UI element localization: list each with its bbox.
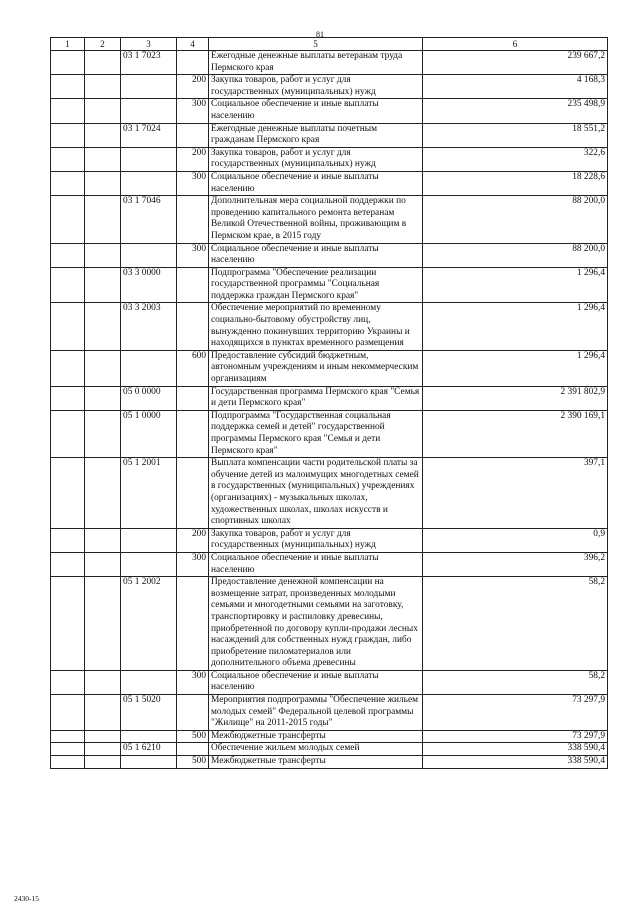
item-name: Социальное обеспечение и иные выплаты населению [209, 99, 423, 123]
cell-col2 [85, 123, 121, 147]
header-row [51, 38, 608, 51]
amount: 322,6 [423, 147, 608, 171]
amount: 88 200,0 [423, 196, 608, 243]
amount: 1 296,4 [423, 303, 608, 350]
cell-col2 [85, 99, 121, 123]
item-name: Подпрограмма "Обеспечение реализации государственной программы "Социальная поддержка граждан Пермского края" [209, 267, 423, 303]
column-header-3: 3 [121, 38, 177, 51]
table-row [51, 171, 608, 195]
expense-type-code [177, 458, 209, 529]
expense-type-code [177, 267, 209, 303]
expense-type-code [177, 123, 209, 147]
cell-col1 [51, 303, 85, 350]
cell-col2 [85, 528, 121, 552]
cell-col2 [85, 171, 121, 195]
amount: 239 667,2 [423, 51, 608, 75]
target-article-code: 03 3 0000 [121, 267, 177, 303]
table-row [51, 743, 608, 756]
item-name: Государственная программа Пермского края "Семья и дети Пермского края" [209, 386, 423, 410]
item-name: Социальное обеспечение и иные выплаты населению [209, 552, 423, 576]
amount: 396,2 [423, 552, 608, 576]
table-row [51, 695, 608, 731]
cell-col1 [51, 695, 85, 731]
target-article-code: 03 1 7023 [121, 51, 177, 75]
page-number: 81 [316, 30, 324, 39]
cell-col1 [51, 350, 85, 386]
item-name: Предоставление денежной компенсации на возмещение затрат, произведенных молодыми семьями и многодетными семьями на заготовку, транспортировку и распиловку древесины, приобретенной по договору купли-продажи лесных насаждений для собственных нужд граждан, либо приобретение пиломатериалов или дополнительного объема древесины [209, 577, 423, 671]
cell-col1 [51, 243, 85, 267]
amount: 73 297,9 [423, 730, 608, 743]
item-name: Межбюджетные трансферты [209, 730, 423, 743]
target-article-code: 03 3 2003 [121, 303, 177, 350]
cell-col2 [85, 410, 121, 457]
cell-col1 [51, 577, 85, 671]
cell-col1 [51, 147, 85, 171]
cell-col1 [51, 670, 85, 694]
table-row [51, 552, 608, 576]
expense-type-code [177, 743, 209, 756]
table-row [51, 51, 608, 75]
cell-col1 [51, 99, 85, 123]
table-row [51, 350, 608, 386]
table-row [51, 410, 608, 457]
target-article-code [121, 528, 177, 552]
cell-col1 [51, 410, 85, 457]
cell-col2 [85, 577, 121, 671]
target-article-code [121, 350, 177, 386]
cell-col2 [85, 756, 121, 769]
target-article-code [121, 99, 177, 123]
expense-type-code: 200 [177, 147, 209, 171]
expense-type-code [177, 695, 209, 731]
expense-type-code: 300 [177, 552, 209, 576]
cell-col1 [51, 75, 85, 99]
cell-col2 [85, 267, 121, 303]
table-row [51, 303, 608, 350]
budget-table [50, 37, 608, 769]
table-row [51, 147, 608, 171]
item-name: Ежегодные денежные выплаты почетным гражданам Пермского края [209, 123, 423, 147]
amount: 1 296,4 [423, 267, 608, 303]
table-row [51, 386, 608, 410]
table-row [51, 243, 608, 267]
expense-type-code: 500 [177, 756, 209, 769]
expense-type-code [177, 386, 209, 410]
target-article-code: 05 1 0000 [121, 410, 177, 457]
cell-col1 [51, 756, 85, 769]
cell-col2 [85, 75, 121, 99]
expense-type-code [177, 51, 209, 75]
target-article-code [121, 756, 177, 769]
amount: 18 551,2 [423, 123, 608, 147]
target-article-code [121, 147, 177, 171]
target-article-code: 05 0 0000 [121, 386, 177, 410]
table-row [51, 577, 608, 671]
expense-type-code: 300 [177, 99, 209, 123]
amount: 18 228,6 [423, 171, 608, 195]
cell-col2 [85, 196, 121, 243]
amount: 397,1 [423, 458, 608, 529]
document-footer-code: 2430-15 [14, 894, 39, 903]
amount: 235 498,9 [423, 99, 608, 123]
cell-col1 [51, 552, 85, 576]
amount: 2 391 802,9 [423, 386, 608, 410]
item-name: Мероприятия подпрограммы "Обеспечение жильем молодых семей" Федеральной целевой программы "Жилище" на 2011-2015 годы" [209, 695, 423, 731]
item-name: Подпрограмма "Государственная социальная поддержка семей и детей" государственной программы Пермского края "Семья и дети Пермского края" [209, 410, 423, 457]
amount: 0,9 [423, 528, 608, 552]
table-row [51, 756, 608, 769]
amount: 2 390 169,1 [423, 410, 608, 457]
target-article-code: 05 1 5020 [121, 695, 177, 731]
target-article-code: 05 1 6210 [121, 743, 177, 756]
item-name: Межбюджетные трансферты [209, 756, 423, 769]
table-body [51, 51, 608, 769]
target-article-code [121, 171, 177, 195]
target-article-code [121, 670, 177, 694]
amount: 4 168,3 [423, 75, 608, 99]
target-article-code [121, 552, 177, 576]
column-header-1: 1 [51, 38, 85, 51]
amount: 1 296,4 [423, 350, 608, 386]
expense-type-code: 200 [177, 528, 209, 552]
item-name: Предоставление субсидий бюджетным, автономным учреждениям и иным некоммерческим организациям [209, 350, 423, 386]
table-row [51, 196, 608, 243]
expense-type-code: 600 [177, 350, 209, 386]
cell-col1 [51, 458, 85, 529]
item-name: Закупка товаров, работ и услуг для государственных (муниципальных) нужд [209, 75, 423, 99]
cell-col2 [85, 552, 121, 576]
expense-type-code: 300 [177, 243, 209, 267]
expense-type-code [177, 303, 209, 350]
cell-col2 [85, 743, 121, 756]
cell-col2 [85, 303, 121, 350]
table-row [51, 123, 608, 147]
table-row [51, 267, 608, 303]
cell-col1 [51, 730, 85, 743]
cell-col1 [51, 123, 85, 147]
amount: 73 297,9 [423, 695, 608, 731]
cell-col2 [85, 730, 121, 743]
expense-type-code: 200 [177, 75, 209, 99]
expense-type-code [177, 577, 209, 671]
cell-col2 [85, 350, 121, 386]
expense-type-code: 300 [177, 670, 209, 694]
expense-type-code: 500 [177, 730, 209, 743]
table-row [51, 75, 608, 99]
cell-col2 [85, 51, 121, 75]
item-name: Социальное обеспечение и иные выплаты населению [209, 670, 423, 694]
target-article-code: 05 1 2001 [121, 458, 177, 529]
amount: 58,2 [423, 577, 608, 671]
cell-col2 [85, 670, 121, 694]
table-row [51, 458, 608, 529]
amount: 88 200,0 [423, 243, 608, 267]
item-name: Ежегодные денежные выплаты ветеранам труда Пермского края [209, 51, 423, 75]
item-name: Обеспечение жильем молодых семей [209, 743, 423, 756]
column-header-2: 2 [85, 38, 121, 51]
cell-col2 [85, 147, 121, 171]
target-article-code: 03 1 7024 [121, 123, 177, 147]
cell-col1 [51, 267, 85, 303]
item-name: Обеспечение мероприятий по временному социально-бытовому обустройству лиц, вынужденно покинувших территорию Украины и находящихся в пунктах временного размещения [209, 303, 423, 350]
cell-col2 [85, 458, 121, 529]
target-article-code [121, 730, 177, 743]
target-article-code: 05 1 2002 [121, 577, 177, 671]
item-name: Закупка товаров, работ и услуг для государственных (муниципальных) нужд [209, 147, 423, 171]
cell-col2 [85, 386, 121, 410]
cell-col1 [51, 171, 85, 195]
item-name: Дополнительная мера социальной поддержки по проведению капитального ремонта ветеранам Великой Отечественной войны, проживающим в Пермском крае, в 2015 году [209, 196, 423, 243]
target-article-code [121, 243, 177, 267]
table-row [51, 730, 608, 743]
amount: 338 590,4 [423, 743, 608, 756]
column-header-6: 6 [423, 38, 608, 51]
cell-col1 [51, 386, 85, 410]
table-row [51, 670, 608, 694]
expense-type-code: 300 [177, 171, 209, 195]
item-name: Закупка товаров, работ и услуг для государственных (муниципальных) нужд [209, 528, 423, 552]
cell-col1 [51, 743, 85, 756]
cell-col2 [85, 695, 121, 731]
table-row [51, 528, 608, 552]
table-row [51, 99, 608, 123]
item-name: Выплата компенсации части родительской платы за обучение детей из малоимущих многодетных семей в государственных (муниципальных) учреждениях (организациях) - музыкальных школах, художественных школах, школах искусств и спортивных школах [209, 458, 423, 529]
target-article-code: 03 1 7046 [121, 196, 177, 243]
column-header-4: 4 [177, 38, 209, 51]
cell-col1 [51, 51, 85, 75]
amount: 58,2 [423, 670, 608, 694]
amount: 338 590,4 [423, 756, 608, 769]
target-article-code [121, 75, 177, 99]
item-name: Социальное обеспечение и иные выплаты населению [209, 243, 423, 267]
cell-col1 [51, 196, 85, 243]
item-name: Социальное обеспечение и иные выплаты населению [209, 171, 423, 195]
column-header-5: 5 [209, 38, 423, 51]
cell-col1 [51, 528, 85, 552]
expense-type-code [177, 196, 209, 243]
cell-col2 [85, 243, 121, 267]
table-header [51, 38, 608, 51]
expense-type-code [177, 410, 209, 457]
